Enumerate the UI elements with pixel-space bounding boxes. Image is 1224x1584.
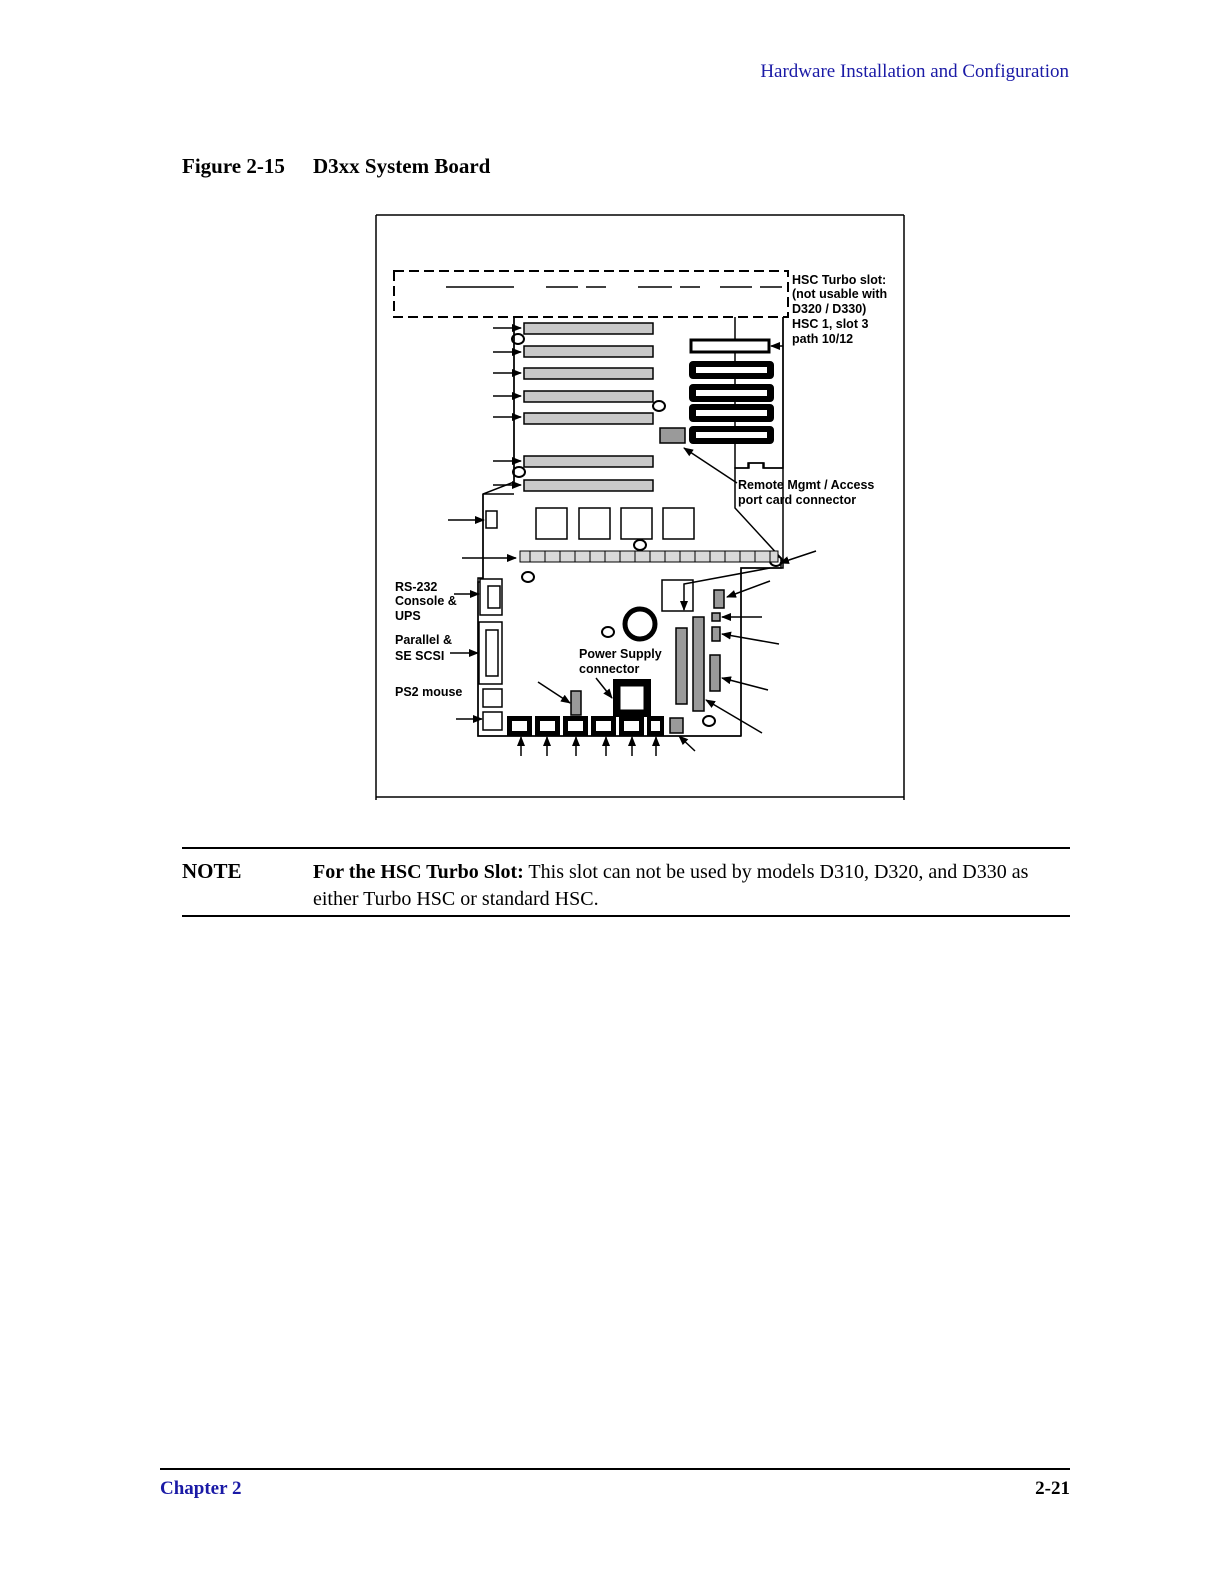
- hsc-turbo-slot-outline: [394, 271, 788, 317]
- label-hsc-turbo-2: (not usable with: [792, 287, 888, 301]
- processor-bus-connector: [520, 551, 778, 562]
- label-ps2-mouse: PS2 mouse: [395, 685, 463, 699]
- battery: [625, 609, 655, 639]
- label-power-supply-1: Power Supply: [579, 647, 662, 661]
- note-text: This slot can not be used by models D310, D320, and D330 as either Turbo HSC or standard HSC.: [313, 861, 1029, 910]
- label-hsc-turbo-3: D320 / D330): [792, 302, 867, 316]
- running-header: Hardware Installation and Configuration: [760, 61, 1069, 82]
- label-rs232-2: Console &: [395, 594, 457, 608]
- bottom-connectors: [507, 716, 683, 736]
- footer-chapter: Chapter 2: [160, 1478, 242, 1499]
- note-body: [313, 859, 1073, 913]
- label-hsc-slot-1: HSC 1, slot 3: [792, 317, 869, 331]
- label-remote-mgmt-2: port card connector: [738, 493, 857, 507]
- label-rs232-1: RS-232: [395, 580, 438, 594]
- label-parallel-2: SE SCSI: [395, 649, 445, 663]
- remote-mgmt-connector: [660, 428, 685, 443]
- label-power-supply-2: connector: [579, 662, 640, 676]
- label-rs232-3: UPS: [395, 609, 421, 623]
- label-hsc-slot-2: path 10/12: [792, 332, 854, 346]
- figure-title: D3xx System Board: [313, 154, 491, 178]
- label-hsc-turbo-1: HSC Turbo slot:: [792, 273, 887, 287]
- jumper-block: [486, 511, 497, 528]
- rear-io-connectors: [479, 579, 502, 730]
- io-arrows: [450, 594, 482, 719]
- bridge-chip: [662, 580, 693, 611]
- power-supply-connector: [571, 679, 651, 717]
- note-label: NOTE: [182, 859, 242, 883]
- figure-number: Figure 2-15: [182, 154, 285, 178]
- note-lead: For the HSC Turbo Slot:: [313, 861, 524, 883]
- footer-page-number: 2-21: [1035, 1478, 1070, 1499]
- note-bottom-rule: [182, 915, 1070, 917]
- bottom-arrows: [521, 736, 695, 756]
- slot-arrows: [448, 328, 521, 558]
- footer-rule: [160, 1468, 1070, 1470]
- label-remote-mgmt-1: Remote Mgmt / Access: [738, 478, 875, 492]
- note-top-rule: [182, 847, 1070, 849]
- cpu-sockets: [536, 508, 694, 539]
- label-parallel-1: Parallel &: [395, 633, 452, 647]
- pci-slots: [524, 323, 653, 491]
- remote-mgmt-arrow: [684, 448, 737, 483]
